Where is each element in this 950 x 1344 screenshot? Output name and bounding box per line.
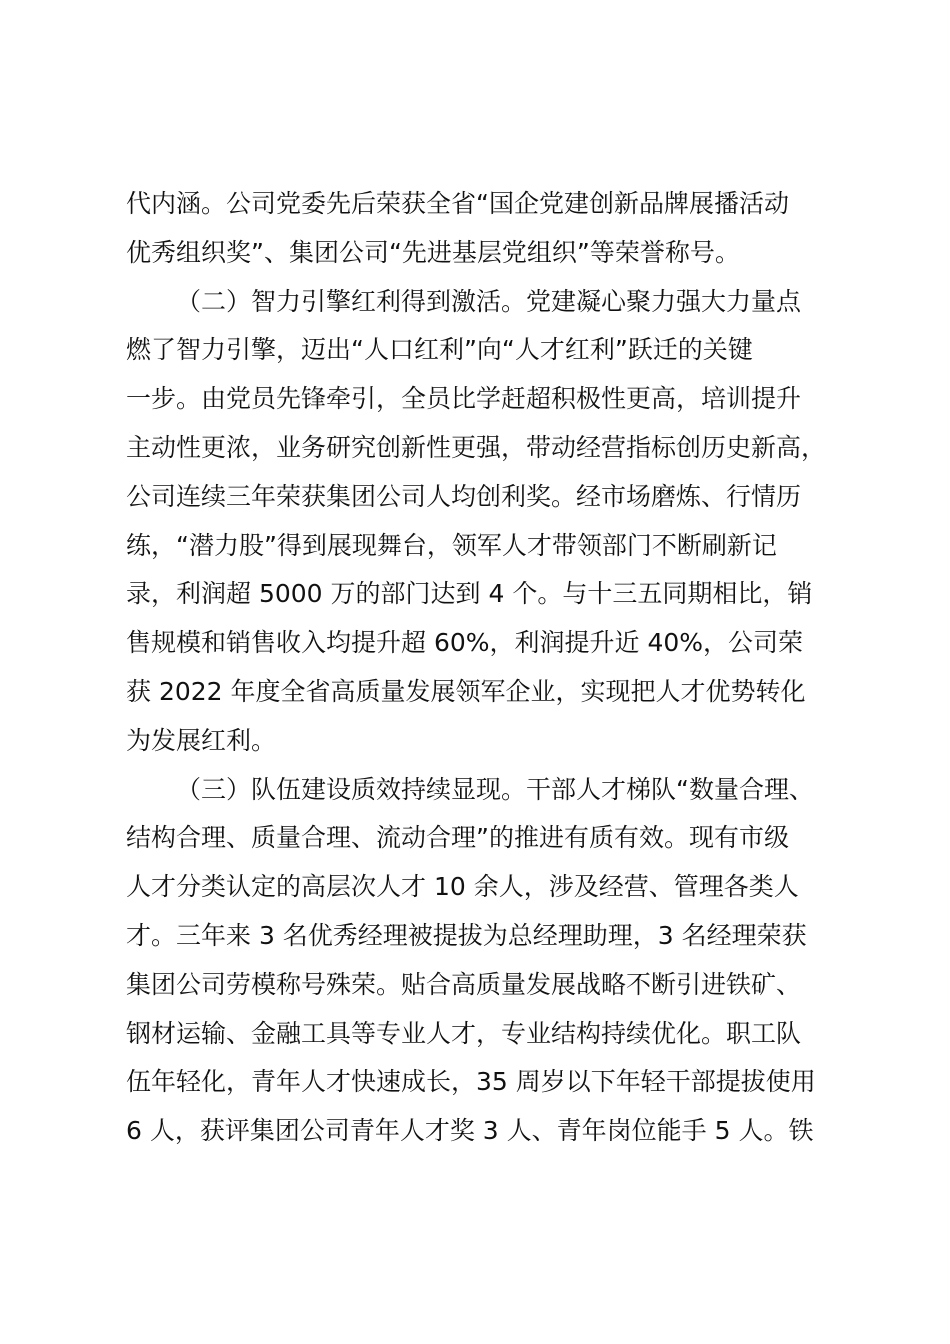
- document-body: [126, 180, 846, 1156]
- paragraph-1: [126, 180, 846, 278]
- text-line: （三）队伍建设质效持续显现。干部人才梯队“数量合理、: [176, 774, 814, 804]
- text-line: 才。三年来 3 名优秀经理被提拔为总经理助理，3 名经理荣获: [126, 920, 807, 950]
- text-line: 为发展红利。: [126, 725, 277, 755]
- text-line: 结构合理、质量合理、流动合理”的推进有质有效。现有市级: [126, 823, 789, 853]
- text-line: 主动性更浓，业务研究创新性更强，带动经营指标创历史新高，: [126, 432, 827, 462]
- text-line: 钢材运输、金融工具等专业人才，专业结构持续优化。职工队: [126, 1018, 802, 1048]
- text-line: 燃了智力引擎，迈出“人口红利”向“人才红利”跃迁的关键: [126, 335, 753, 365]
- text-line: 代内涵。公司党委先后荣获全省“国企党建创新品牌展播活动: [126, 189, 789, 218]
- text-line: 集团公司劳模称号殊荣。贴合高质量发展战略不断引进铁矿、: [126, 969, 802, 999]
- text-line: 售规模和销售收入均提升超 60%，利润提升近 40%，公司荣: [126, 628, 804, 658]
- text-line: 伍年轻化，青年人才快速成长，35 周岁以下年轻干部提拔使用: [126, 1067, 816, 1097]
- text-line: 录，利润超 5000 万的部门达到 4 个。与十三五同期相比，销: [126, 579, 813, 609]
- text-line: 优秀组织奖”、集团公司“先进基层党组织”等荣誉称号。: [126, 237, 740, 267]
- text-line: 获 2022 年度全省高质量发展领军企业，实现把人才优势转化: [126, 676, 806, 706]
- text-line: 练，“潜力股”得到展现舞台，领军人才带领部门不断刷新记: [126, 530, 777, 560]
- text-line: （二）智力引擎红利得到激活。党建凝心聚力强大力量点: [176, 286, 802, 316]
- text-line: 6 人，获评集团公司青年人才奖 3 人、青年岗位能手 5 人。铁: [126, 1116, 814, 1146]
- paragraph-2: [126, 278, 846, 766]
- text-line: 公司连续三年荣获集团公司人均创利奖。经市场磨炼、行情历: [126, 481, 802, 511]
- text-line: 人才分类认定的高层次人才 10 余人，涉及经营、管理各类人: [126, 872, 799, 902]
- paragraph-3: [126, 766, 846, 1156]
- text-line: 一步。由党员先锋牵引，全员比学赶超积极性更高，培训提升: [126, 384, 802, 414]
